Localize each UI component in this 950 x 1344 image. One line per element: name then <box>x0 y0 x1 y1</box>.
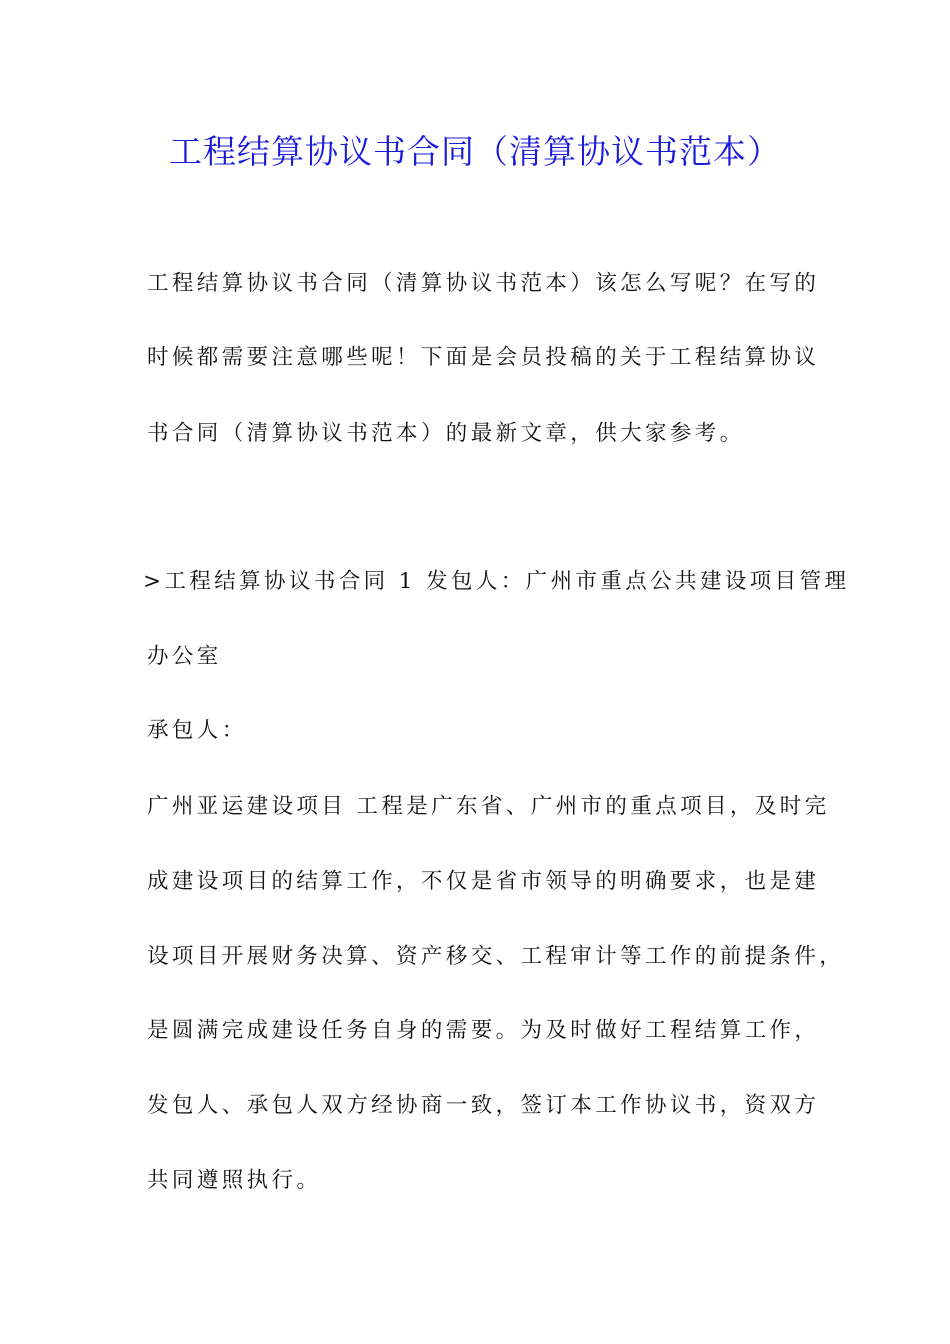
body-line-3: 设项目开展财务决算、资产移交、工程审计等工作的前提条件， <box>147 944 845 969</box>
document-title: 工程结算协议书合同（清算协议书范本） <box>169 132 781 171</box>
body-line-5: 发包人、承包人双方经协商一致，签订本工作协议书，资双方 <box>147 1093 820 1118</box>
body-line-2: 成建设项目的结算工作，不仅是省市领导的明确要求，也是建 <box>147 869 820 894</box>
intro-line-1: 工程结算协议书合同（清算协议书范本）该怎么写呢？在写的 <box>147 271 820 296</box>
intro-line-2: 时候都需要注意哪些呢！下面是会员投稿的关于工程结算协议 <box>147 345 820 370</box>
section-line-1: >工程结算协议书合同 1 发包人：广州市重点公共建设项目管理 <box>143 569 850 594</box>
body-line-1: 广州亚运建设项目 工程是广东省、广州市的重点项目，及时完 <box>147 794 830 819</box>
intro-line-3: 书合同（清算协议书范本）的最新文章，供大家参考。 <box>147 421 745 446</box>
body-line-4: 是圆满完成建设任务自身的需要。为及时做好工程结算工作， <box>147 1018 820 1043</box>
section-line-2: 办公室 <box>147 644 222 669</box>
body-line-6: 共同遵照执行。 <box>147 1168 322 1193</box>
contractor-line: 承包人： <box>147 718 247 743</box>
